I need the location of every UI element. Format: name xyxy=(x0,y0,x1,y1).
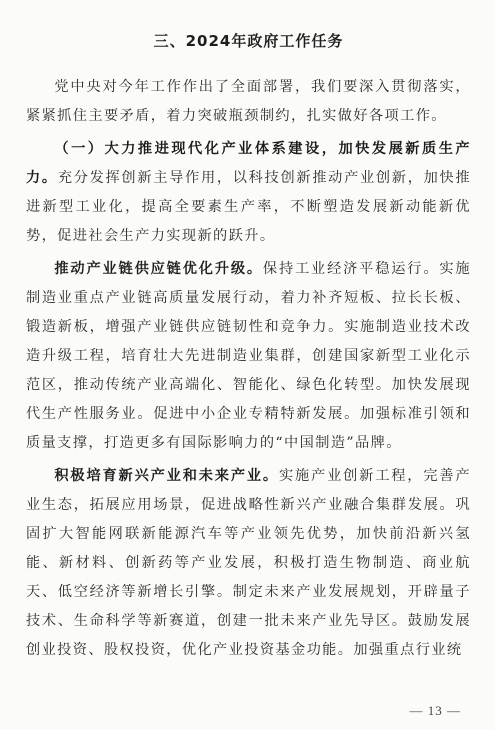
intro-paragraph: 党中央对今年工作作出了全面部署，我们要深入贯彻落实，紧紧抓住主要矛盾，着力突破瓶颈制约，扎实做好各项工作。 xyxy=(26,79,471,124)
item1-paragraph xyxy=(26,135,471,251)
supply-chain-body: 保持工业经济平稳运行。实施制造业重点产业链高质量发展行动，着力补齐短板、拉长长板、锻造新板，增强产业链供应链韧性和竞争力。实施制造业技术改造升级工程，培育壮大先进制造业集群，创建国家新型工业化示范区，推动传统产业高端化、智能化、绿色化转型。加快发展现代生产性服务业。促进中小企业专精特新发展。加强标准引领和质量支撑，打造更多有国际影响力的“中国制造”品牌。 xyxy=(26,261,471,451)
emerging-industries-body: 实施产业创新工程，完善产业生态，拓展应用场景，促进战略性新兴产业融合集群发展。巩固扩大智能网联新能源汽车等产业领先优势，加快前沿新兴氢能、新材料、创新药等产业发展，积极打造生物制造、商业航天、低空经济等新增长引擎。制定未来产业发展规划，开辟量子技术、生命科学等新赛道，创建一批未来产业先导区。鼓励发展创业投资、股权投资，优化产业投资基金功能。加强重点行业统 xyxy=(26,468,471,658)
supply-chain-paragraph xyxy=(26,255,471,458)
page-number: — 13 — xyxy=(409,703,461,718)
item1-body: 充分发挥创新主导作用，以科技创新推动产业创新，加快推进新型工业化，提高全要素生产率，不断塑造发展新动能新优势，促进社会生产力实现新的跃升。 xyxy=(26,170,471,244)
emerging-industries-lead: 积极培育新兴产业和未来产业。 xyxy=(54,468,279,484)
emerging-industries-paragraph xyxy=(26,462,471,665)
supply-chain-lead: 推动产业链供应链优化升级。 xyxy=(54,261,263,277)
section-title: 三、2024年政府工作任务 xyxy=(153,32,344,50)
item1-heading: （一）大力推进现代化产业体系建设，加快发展新质生产力。 xyxy=(26,141,471,186)
